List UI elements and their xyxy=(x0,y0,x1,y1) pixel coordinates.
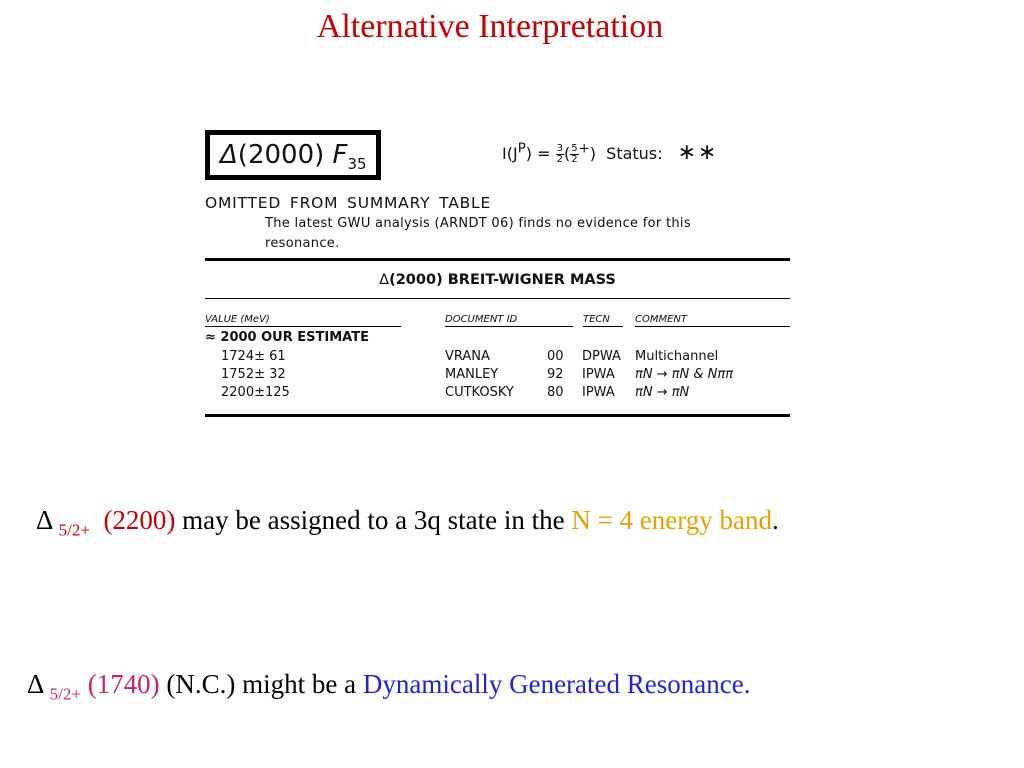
row-year: 80 xyxy=(547,385,564,400)
row-value: 1752± 32 xyxy=(221,367,286,382)
our-estimate: ≈ 2000 OUR ESTIMATE xyxy=(205,330,369,345)
bottom-rule xyxy=(205,414,790,417)
dynamically-generated-highlight: Dynamically Generated Resonance. xyxy=(362,669,751,699)
resonance-mass: (2200) xyxy=(103,505,176,535)
table-row xyxy=(205,385,790,403)
table-row xyxy=(205,367,790,385)
pdg-listing-excerpt xyxy=(205,128,790,420)
row-document: CUTKOSKY xyxy=(445,385,514,400)
isospin-label: I(J xyxy=(502,144,518,163)
delta-subscript: 5/2+ xyxy=(49,684,81,704)
wave-subscript: 35 xyxy=(347,155,367,174)
top-rule xyxy=(205,258,790,261)
parity-label: P xyxy=(517,141,526,157)
column-header-document-id: DOCUMENT ID xyxy=(445,314,573,327)
mass-heading-symbol: Δ xyxy=(379,272,390,288)
table-row xyxy=(205,349,790,367)
analysis-note: The latest GWU analysis (ARNDT 06) finds no evidence for this resonance. xyxy=(265,216,691,251)
wave-letter: F xyxy=(332,140,348,170)
row-tecn: IPWA xyxy=(582,367,615,382)
statement-text: may be assigned to a 3q state in the xyxy=(182,505,565,535)
statement-text: (N.C.) might be a xyxy=(166,669,357,699)
row-comment: πN → πN xyxy=(635,385,690,400)
isospin-fraction: $\frac{3}{2}$ xyxy=(556,143,563,165)
spin-parity: + xyxy=(578,141,590,157)
delta-symbol: Δ xyxy=(36,505,52,535)
statement-assigned xyxy=(36,505,779,540)
resonance-mass: (1740) xyxy=(87,669,160,699)
row-tecn: IPWA xyxy=(582,385,615,400)
row-year: 00 xyxy=(547,349,564,364)
status-stars: ∗∗ xyxy=(677,140,719,165)
statement-end: . xyxy=(772,505,779,535)
slide-title: Alternative Interpretation xyxy=(316,8,664,45)
row-document: MANLEY xyxy=(445,367,499,382)
spin-open-paren: ( xyxy=(563,144,571,163)
column-header-tecn: TECN xyxy=(583,314,623,327)
spin-fraction: $\frac{5}{2}$ xyxy=(571,143,578,165)
quantum-numbers xyxy=(502,140,719,165)
row-tecn: DPWA xyxy=(582,349,621,364)
column-header-comment: COMMENT xyxy=(635,314,790,327)
row-value: 1724± 61 xyxy=(221,349,286,364)
status-label: Status: xyxy=(606,144,663,163)
row-comment: πN → πN & Nππ xyxy=(635,367,734,382)
column-header-value: VALUE (MeV) xyxy=(205,314,401,327)
row-year: 92 xyxy=(547,367,564,382)
energy-band: N = 4 energy band xyxy=(571,505,773,535)
equals-sign: ) = xyxy=(525,144,551,163)
particle-symbol: Δ xyxy=(220,140,238,170)
mass-heading-text: (2000) BREIT-WIGNER MASS xyxy=(389,272,616,288)
omitted-notice: OMITTED FROM SUMMARY TABLE xyxy=(205,194,492,212)
row-value: 2200±125 xyxy=(221,385,290,400)
particle-mass: (2000) xyxy=(237,140,325,170)
delta-symbol: Δ xyxy=(27,669,43,699)
mass-heading xyxy=(205,272,790,288)
statement-dynamic xyxy=(27,669,750,704)
delta-subscript: 5/2+ xyxy=(58,520,90,540)
row-document: VRANA xyxy=(445,349,490,364)
particle-name-box xyxy=(205,130,381,180)
spin-close-paren: ) xyxy=(589,144,596,163)
row-comment: Multichannel xyxy=(635,349,719,364)
heading-rule xyxy=(205,298,790,299)
